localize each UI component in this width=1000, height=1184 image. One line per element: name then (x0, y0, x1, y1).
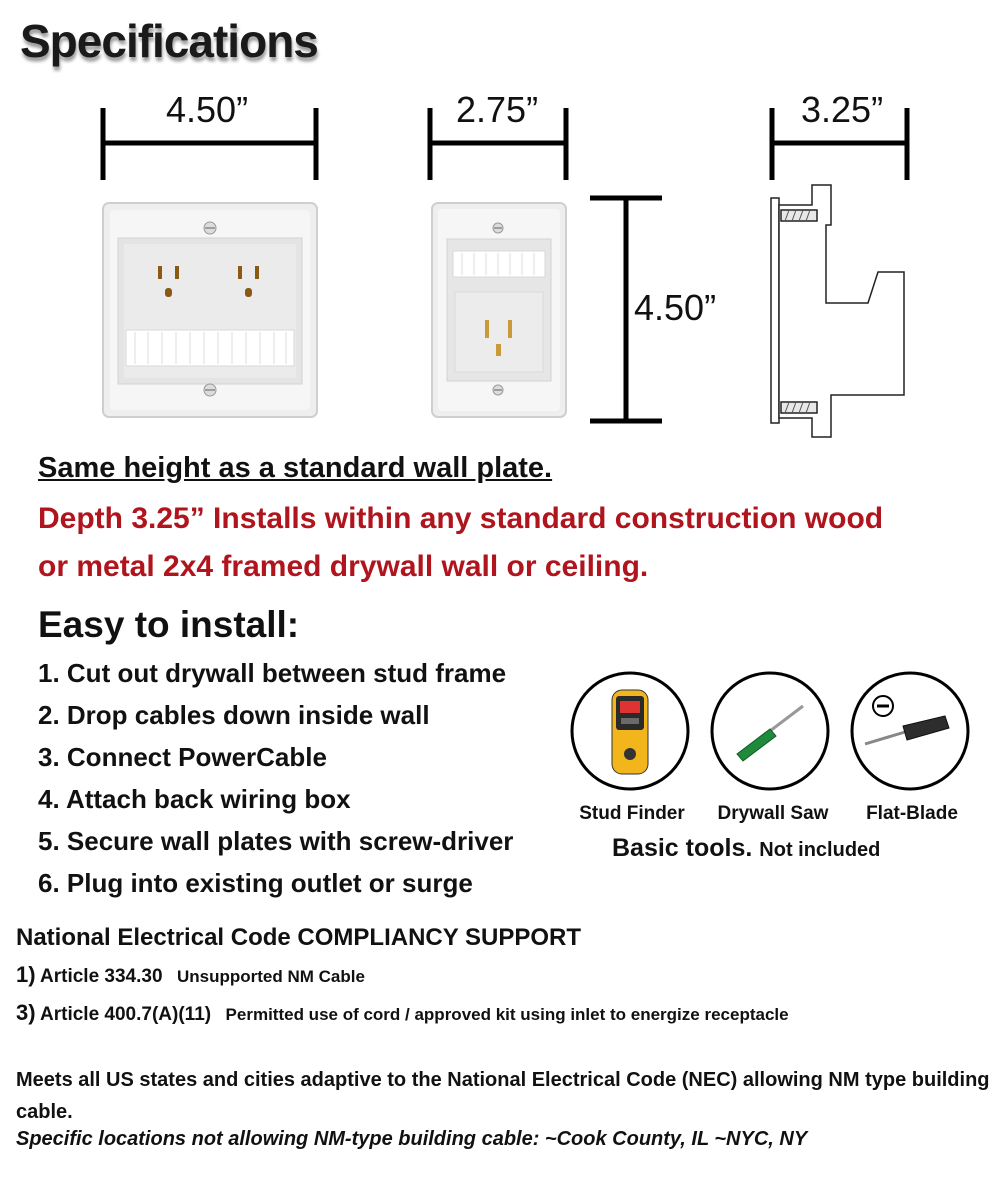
tool-label-stud-finder: Stud Finder (579, 803, 685, 824)
nec-article-number: 1) (16, 962, 36, 987)
front-width-dimension-line (103, 108, 316, 180)
install-step: 1. Cut out drywall between stud frame (38, 658, 507, 688)
install-step: 4. Attach back wiring box (38, 784, 351, 814)
nec-title: National Electrical Code COMPLIANCY SUPPORT (16, 924, 581, 951)
side-profile-drawing (771, 185, 904, 437)
depth-note-line-2: or metal 2x4 framed drywall wall or ceiling. (38, 550, 649, 583)
nm-cable-exceptions: Specific locations not allowing NM-type building cable: ~Cook County, IL ~NYC, NY (16, 1128, 808, 1150)
tool-label-drywall-saw: Drywall Saw (717, 803, 829, 824)
install-title: Easy to install: (38, 604, 300, 645)
single-inlet-plate (432, 203, 566, 417)
tool-label-flat-blade: Flat-Blade (866, 803, 958, 824)
dim-label-single-width: 2.75” (456, 89, 539, 130)
dim-label-height: 4.50” (634, 287, 717, 328)
install-step: 3. Connect PowerCable (38, 742, 327, 772)
drywall-saw-icon (712, 673, 828, 789)
single-width-dimension-line (430, 108, 566, 180)
dim-label-front-width: 4.50” (166, 89, 249, 130)
depth-note-line-1: Depth 3.25” Installs within any standard construction wood (38, 502, 884, 535)
nec-article (16, 962, 365, 988)
stud-finder-icon (572, 673, 688, 789)
flat-blade-screwdriver-icon (852, 673, 968, 789)
nec-article-code: Article 334.30 (40, 966, 163, 987)
install-step: 2. Drop cables down inside wall (38, 700, 430, 730)
standard-height-heading: Same height as a standard wall plate. (38, 452, 553, 484)
specifications-diagram (0, 0, 1000, 450)
basic-tools-bold: Basic tools. (612, 834, 753, 862)
double-outlet-plate (103, 203, 317, 417)
basic-tools-note (612, 834, 880, 863)
page-title: Specifications (20, 15, 318, 67)
nec-article-code: Article 400.7(A)(11) (40, 1004, 212, 1025)
install-step: 6. Plug into existing outlet or surge (38, 868, 473, 898)
tools-illustrations (565, 668, 975, 798)
nec-compliance-statement: Meets all US states and cities adaptive to the National Electrical Code (NEC) allowing NM type building cable. (16, 1069, 990, 1123)
height-dimension-line (590, 198, 662, 421)
basic-tools-not-included: Not included (759, 839, 881, 861)
nec-article-description: Permitted use of cord / approved kit using inlet to energize receptacle (225, 1005, 789, 1024)
install-step: 5. Secure wall plates with screw-driver (38, 826, 514, 856)
install-steps-list (38, 652, 513, 904)
nec-article (16, 1000, 789, 1026)
depth-dimension-line (772, 108, 907, 180)
nec-article-number: 3) (16, 1000, 36, 1025)
nec-article-description: Unsupported NM Cable (177, 967, 365, 986)
dim-label-depth: 3.25” (801, 89, 884, 130)
